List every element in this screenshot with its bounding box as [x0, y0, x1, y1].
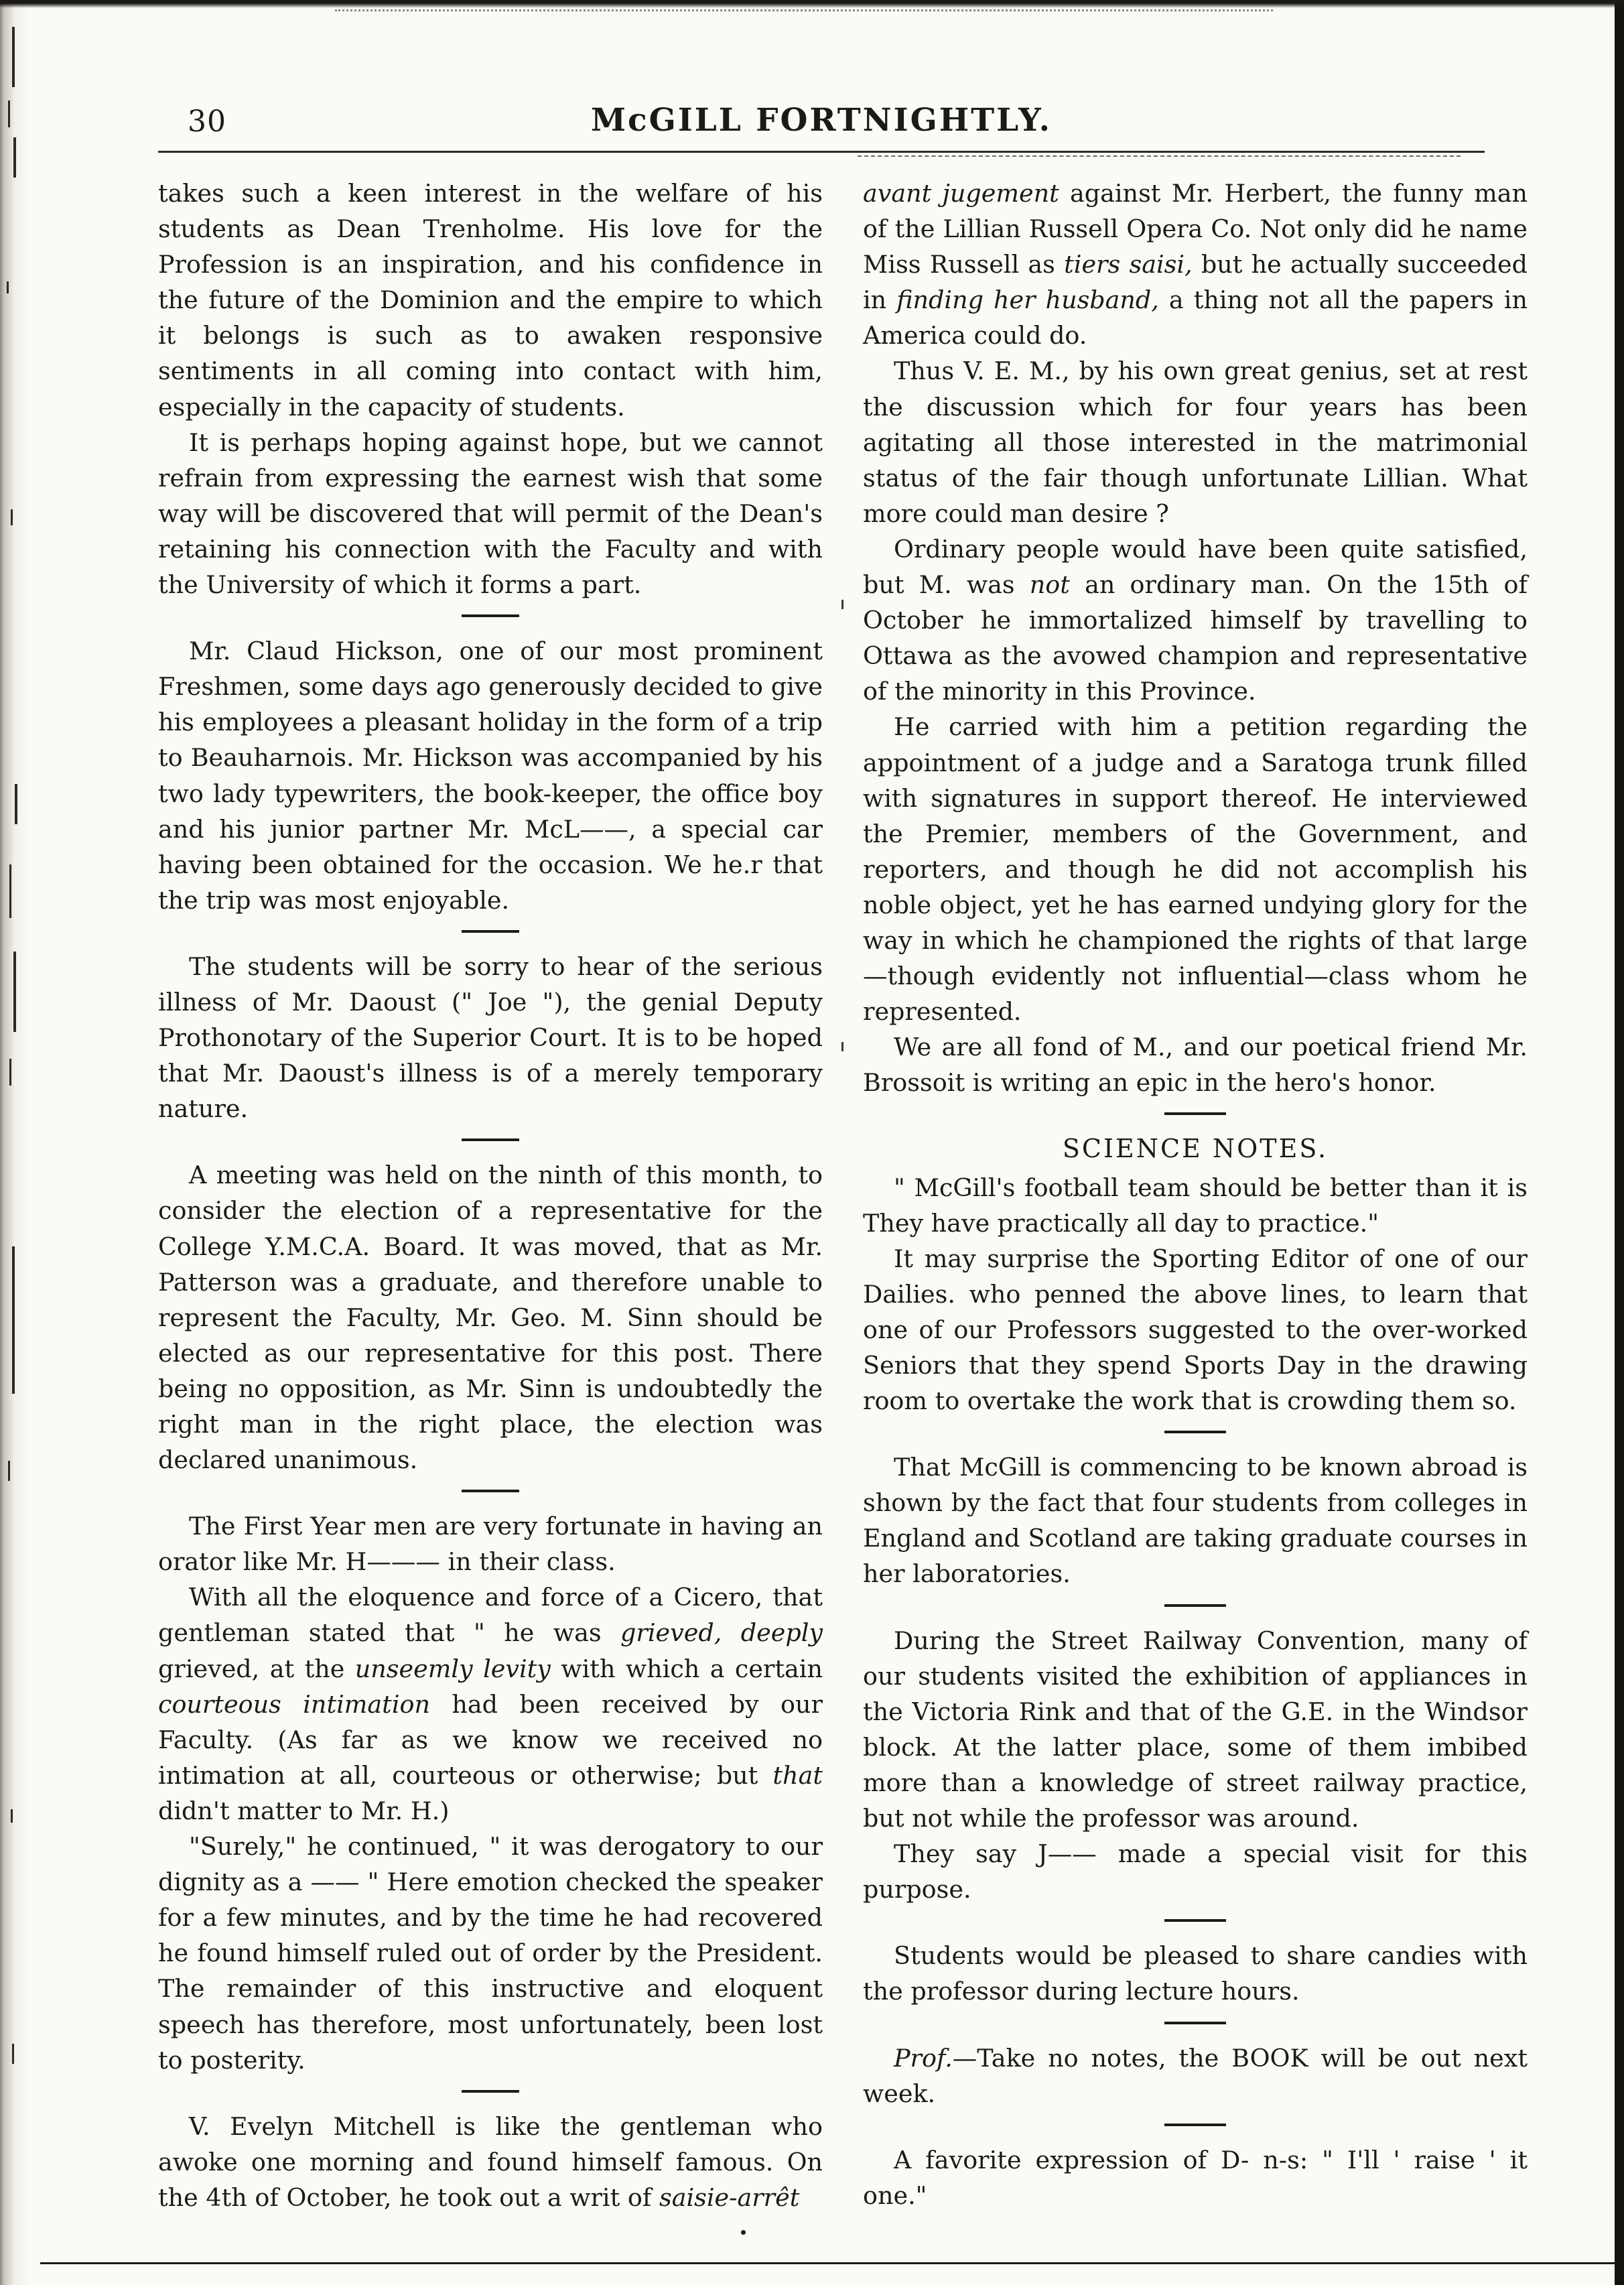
header-rule-dashed	[858, 155, 1461, 157]
paragraph: Students would be pleased to share candies with the professor during lecture hours.	[863, 1941, 1528, 2006]
paragraph	[863, 2040, 1528, 2111]
section-divider	[462, 930, 519, 933]
section-divider	[1164, 1604, 1226, 1607]
italic-text: that	[772, 1760, 823, 1790]
paragraph: Mr. Claud Hickson, one of our most prominent Freshmen, some days ago generously decided to give his employees a pleasant holiday in the form of a trip to Beauharnois. Mr. Hickson was accompanied by his two lady typewriters, the book-keeper, the office boy and his junior partner Mr. McL——, a special car having been obtained for the occasion. We he.r that the trip was most enjoyable.	[158, 637, 823, 915]
italic-text: Prof.	[894, 2043, 953, 2073]
italic-text: avant jugement	[863, 179, 1059, 208]
section-heading: SCIENCE NOTES.	[1062, 1134, 1329, 1164]
column-mark	[841, 1042, 843, 1051]
text-run: had been received by our Faculty. (As far as we know we received no intimation at all, courteous or otherwise; but	[158, 1689, 823, 1790]
paragraph: " McGill's football team should be better than it is They have practically all day to practice."	[863, 1173, 1528, 1238]
journal-title: McGILL FORTNIGHTLY.	[590, 102, 1053, 139]
italic-text: grieved, deeply	[620, 1618, 823, 1648]
text-run: a thing not all the papers in America could do.	[863, 285, 1528, 350]
text-run: —Take no notes, the BOOK will be out next week.	[863, 2043, 1528, 2108]
scan-edge-marks	[3, 0, 29, 2285]
section-divider	[1164, 1919, 1226, 1922]
paragraph: takes such a keen interest in the welfare of his students as Dean Trenholme. His love for the Profession is an inspiration, and his confidence in the future of the Dominion and the empire to which it belongs is such as to awaken responsive sentiments in all coming into contact with him, especially in the capacity of students.	[158, 179, 823, 421]
paragraph	[158, 1579, 823, 1829]
italic-text: courteous intimation	[158, 1689, 430, 1719]
paragraph: He carried with him a petition regarding the appointment of a judge and a Saratoga trunk filled with signatures in support thereof. He interviewed the Premier, members of the Government, and reporters, and though he did not accomplish his noble object, yet he has earned undying glory for the way in which he championed the rights of that large—though evidently not influential—class whom he represented.	[863, 712, 1528, 1027]
text-run: against Mr. Herbert, the funny man of the Lillian Russell Opera Co. Not only did he name Miss Russell as	[863, 179, 1528, 279]
paragraph: It is perhaps hoping against hope, but we cannot refrain from expressing the earnest wish that some way will be discovered that will permit of the Dean's retaining his connection with the Faculty and with the University of which it forms a part.	[158, 428, 823, 600]
header-rule	[158, 151, 1485, 153]
paragraph: "Surely," he continued, " it was derogatory to our dignity as a —— " Here emotion checked the speaker for a few minutes, and by the time he had recovered he found himself ruled out of order by the President. The remainder of this instructive and eloquent speech has therefore, most unfortunately, been lost to posterity.	[158, 1832, 823, 2075]
italic-text: finding her husband,	[896, 285, 1159, 315]
paragraph	[158, 2109, 823, 2215]
paragraph: That McGill is commencing to be known abroad is shown by the fact that four students from colleges in England and Scotland are taking graduate courses in her laboratories.	[863, 1453, 1528, 1589]
page-number: 30	[188, 105, 226, 139]
italic-text: unseemly levity	[354, 1654, 551, 1683]
paragraph: We are all fond of M., and our poetical friend Mr. Brossoit is writing an epic in the hero's honor.	[863, 1033, 1528, 1098]
text-run: Ordinary people would have been quite satisfied, but M. was	[863, 534, 1528, 600]
text-run: an ordinary man. On the 15th of October he immortalized himself by travelling to Ottawa as the avowed champion and representative of the minority in this Province.	[863, 570, 1528, 706]
section-divider	[1164, 2022, 1226, 2024]
paragraph: During the Street Railway Convention, many of our students visited the exhibition of appliances in the Victoria Rink and that of the G.E. in the Windsor block. At the latter place, some of them imbibed more than a knowledge of street railway practice, but not while the professor was around.	[863, 1626, 1528, 1833]
scan-top-dots	[335, 9, 1273, 15]
section-divider	[462, 614, 519, 617]
text-run: With all the eloquence and force of a Cicero, that gentleman stated that " he was	[158, 1583, 823, 1648]
scan-right-edge	[1615, 0, 1624, 2285]
footer-dot	[741, 2230, 746, 2235]
text-run: didn't matter to Mr. H.)	[158, 1796, 450, 1825]
paragraph: They say J—— made a special visit for this purpose.	[863, 1839, 1528, 1904]
section-divider	[1164, 1112, 1226, 1115]
section-divider	[462, 1138, 519, 1141]
right-column	[863, 176, 1528, 2213]
paragraph: It may surprise the Sporting Editor of one of our Dailies. who penned the above lines, to learn that one of our Professors suggested to the over-worked Seniors that they spend Sports Day in the drawing room to overtake the work that is crowding them so.	[863, 1244, 1528, 1416]
text-run: with which a certain	[550, 1654, 823, 1683]
italic-text: tiers saisi,	[1064, 250, 1193, 279]
scan-top-edge	[0, 0, 1624, 8]
italic-text: not	[1029, 570, 1070, 600]
italic-text: saisie-arrêt	[659, 2182, 800, 2212]
paragraph	[863, 176, 1528, 353]
paragraph: The First Year men are very fortunate in having an orator like Mr. H——— in their class.	[158, 1512, 823, 1577]
left-column	[158, 176, 823, 2215]
footer-rule	[40, 2262, 1615, 2264]
paragraph: The students will be sorry to hear of the serious illness of Mr. Daoust (" Joe "), the genial Deputy Prothonotary of the Superior Court. It is to be hoped that Mr. Daoust's illness is of a merely temporary nature.	[158, 952, 823, 1124]
text-run: but he actually succeeded in	[863, 250, 1528, 315]
text-run: V. Evelyn Mitchell is like the gentleman who awoke one morning and found himself famous. On the 4th of October, he took out a writ of	[158, 2111, 823, 2212]
section-divider	[1164, 2124, 1226, 2126]
page-header	[158, 101, 1485, 154]
text-run: grieved, at the	[158, 1654, 355, 1683]
section-divider	[1164, 1431, 1226, 1433]
paragraph	[863, 531, 1528, 709]
paragraph: A meeting was held on the ninth of this month, to consider the election of a representative for the College Y.M.C.A. Board. It was moved, that as Mr. Patterson was a graduate, and therefore unable to represent the Faculty, Mr. Geo. M. Sinn should be elected as our representative for this post. There being no opposition, as Mr. Sinn is undoubtedly the right man in the right place, the election was declared unanimous.	[158, 1161, 823, 1475]
column-mark	[841, 600, 843, 609]
section-divider	[462, 1490, 519, 1492]
paragraph: A favorite expression of D- n-s: " I'll ' raise ' it one."	[863, 2145, 1528, 2210]
paragraph: Thus V. E. M., by his own great genius, set at rest the discussion which for four years has been agitating all those interested in the matrimonial status of the fair though unfortunate Lillian. What more could man desire ?	[863, 356, 1528, 528]
section-divider	[462, 2090, 519, 2093]
